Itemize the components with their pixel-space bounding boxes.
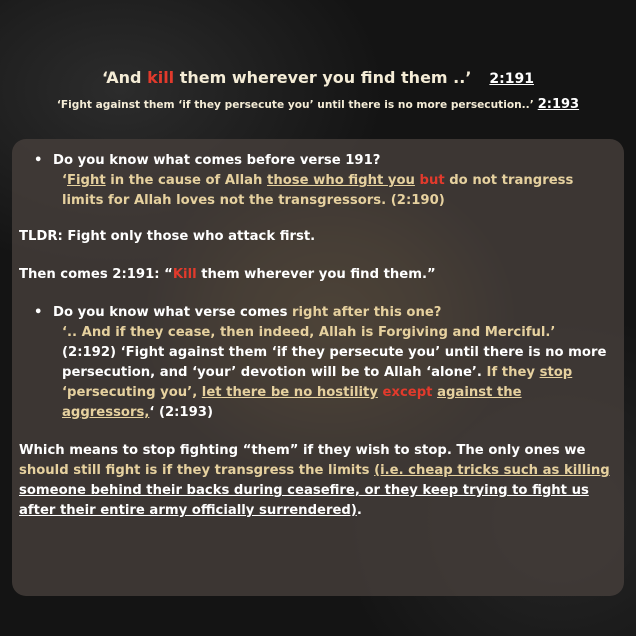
verse-190-line1 <box>53 171 616 191</box>
question-192-gold: right after this one? <box>292 305 442 320</box>
tldr-text: TLDR: Fight only those who attack first. <box>19 229 316 244</box>
question-192 <box>53 303 616 323</box>
bullet-dot: • <box>34 153 43 168</box>
then-post: them wherever you find them.” <box>196 267 436 282</box>
conclusion-line2-text: should still fight is if they transgress the limits <box>19 463 375 478</box>
period: . <box>356 503 362 518</box>
conclusion-line2 <box>19 461 616 481</box>
aggressors-word: aggressors, <box>62 405 150 420</box>
example-text: (i.e. cheap tricks such as killing <box>374 463 610 478</box>
title-kill-word: kill <box>147 68 175 87</box>
subtitle-quote <box>0 97 636 112</box>
subtitle-verse-ref: 2:193 <box>537 97 580 112</box>
title-quote <box>0 68 636 87</box>
question-192-pre: Do you know what verse comes <box>53 305 293 320</box>
persecuting-you: ‘persecuting you’, <box>62 385 202 400</box>
conclusion-line4 <box>19 501 616 521</box>
verse-190-rest: do not trangress <box>444 173 574 188</box>
bullet-dot: • <box>34 305 43 320</box>
verse-193-line3 <box>53 383 616 403</box>
then-kill-word: Kill <box>172 267 197 282</box>
conclusion <box>19 441 616 521</box>
question-190: Do you know what comes before verse 191? <box>53 153 381 168</box>
then-pre: Then comes 2:191: “ <box>19 267 173 282</box>
conclusion-line3: someone behind their backs during ceasefire, or they keep trying to fight us <box>19 483 589 498</box>
title-quote-open: ‘And <box>102 68 148 87</box>
those-who-fight-you: those who fight you <box>267 173 415 188</box>
let-no-hostility: let there be no hostility <box>201 385 378 400</box>
title-verse-ref: 2:191 <box>489 71 534 87</box>
verse-193-ref: ‘ (2:193) <box>149 405 213 420</box>
content-panel <box>12 139 624 596</box>
stop-word: stop <box>539 365 573 380</box>
header <box>0 68 636 112</box>
bullet-verse-190 <box>19 151 616 211</box>
cause-text: in the cause of Allah <box>105 173 268 188</box>
fight-word: Fight <box>67 173 106 188</box>
bullet-verse-192 <box>19 303 616 423</box>
conclusion-line4-text: after their entire army officially surrendered) <box>19 503 357 518</box>
if-they-text: If they <box>486 365 540 380</box>
verse-193-text: persecution, and ‘your’ devotion will be to Allah ‘alone’. <box>62 365 487 380</box>
except-word: except <box>382 385 433 400</box>
verse-193-line4 <box>53 403 616 423</box>
verse-193-line1: (2:192) ‘Fight against them ‘if they persecute you’ until there is no more <box>62 345 607 360</box>
quote-open: ‘ <box>62 173 68 188</box>
against-the: against the <box>437 385 522 400</box>
conclusion-line1: Which means to stop fighting “them” if they wish to stop. The only ones we <box>19 443 586 458</box>
verse-193-line2 <box>53 363 616 383</box>
subtitle-text: ‘Fight against them ‘if they persecute you’ until there is no more persecution..’ <box>56 99 534 111</box>
verse-190-line2: limits for Allah loves not the transgressors. (2:190) <box>62 193 445 208</box>
then-comes-line <box>19 265 616 285</box>
but-word: but <box>419 173 445 188</box>
title-quote-rest: them wherever you find them ..’ <box>174 68 472 87</box>
verse-192-line: ‘.. And if they cease, then indeed, Allah is Forgiving and Merciful.’ <box>62 325 556 340</box>
